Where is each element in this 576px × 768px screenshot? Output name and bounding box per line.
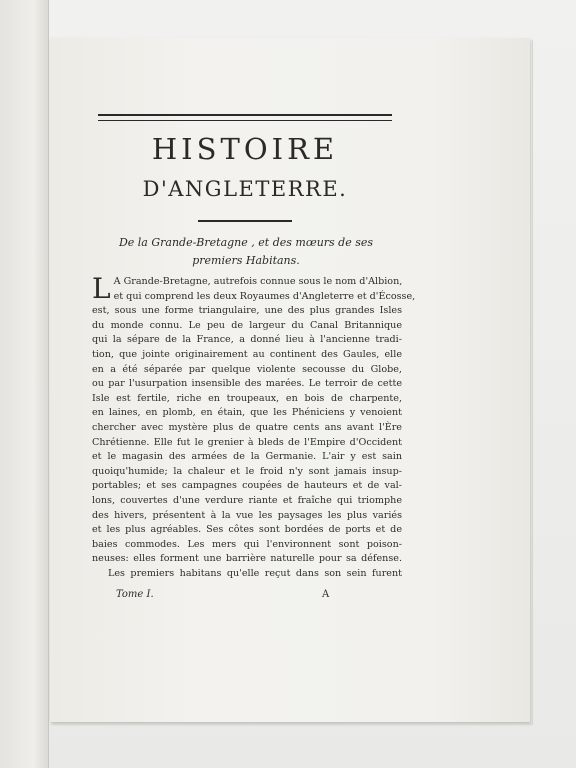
title-short-rule (198, 220, 292, 222)
text-line: et les plus agréables. Ses côtes sont bordées de ports et de (92, 524, 402, 536)
text-line: est, sous une forme triangulaire, une des plus grandes Isles (92, 305, 402, 317)
body-text (92, 272, 416, 581)
title-double-rule (98, 114, 392, 121)
text-line: du monde connu. Le peu de largeur du Canal Britannique (92, 319, 402, 331)
subtitle-line-1: De la Grande-Bretagne , et des mœurs de ses (118, 236, 374, 249)
text-line: Isle est fertile, riche en troupeaux, en bois de charpente, (92, 392, 402, 404)
text-line: chercher avec mystère plus de quatre cents ans avant l'Ère (92, 421, 402, 433)
title-line-2: D'ANGLETERRE. (142, 177, 348, 201)
text-line: des hivers, présentent à la vue les paysages les plus variés (92, 509, 402, 521)
drop-cap: L (92, 272, 111, 305)
text-line: qui la sépare de la France, a donné lieu à l'ancienne tradi- (92, 334, 402, 346)
footer-tome: Tome I. (116, 589, 154, 600)
text-line: lons, couvertes d'une verdure riante et fraîche qui triomphe (92, 494, 402, 506)
subtitle-line-2: premiers Habitans. (192, 254, 300, 267)
footer-signature: A (322, 589, 330, 600)
text-line: tion, que jointe originairement au continent des Gaules, elle (92, 348, 402, 360)
text-line: et le magasin des armées de la Germanie. L'air y est sain (92, 451, 402, 463)
text-line: en a été séparée par quelque violente secousse du Globe, (92, 363, 402, 375)
text-line: A Grande-Bretagne, autrefois connue sous le nom d'Albion, (113, 276, 403, 287)
text-line: quoiqu'humide; la chaleur et le froid n'y sont jamais insup- (92, 465, 402, 477)
chapter-subtitle (84, 234, 408, 270)
text-line: neuses: elles forment une barrière naturelle pour sa défense. (92, 553, 402, 565)
text-line: Chrétienne. Elle fut le grenier à bleds de l'Empire d'Occident (92, 436, 402, 448)
left-page-edge (0, 0, 49, 768)
text-line: baies commodes. Les mers qui l'environnent sont poison- (92, 538, 402, 550)
title-line-1: HISTOIRE (151, 132, 339, 166)
text-line: portables; et ses campagnes coupées de hauteurs et de val- (92, 480, 402, 492)
text-line: et qui comprend les deux Royaumes d'Angleterre et d'Écosse, (113, 290, 416, 302)
text-line: en laines, en plomb, en étain, que les Phéniciens y venoient (92, 407, 402, 419)
text-line: ou par l'usurpation insensible des marées. Le terroir de cette (92, 378, 402, 390)
text-line: Les premiers habitans qu'elle reçut dans son sein furent (108, 567, 402, 579)
book-page (50, 38, 530, 722)
